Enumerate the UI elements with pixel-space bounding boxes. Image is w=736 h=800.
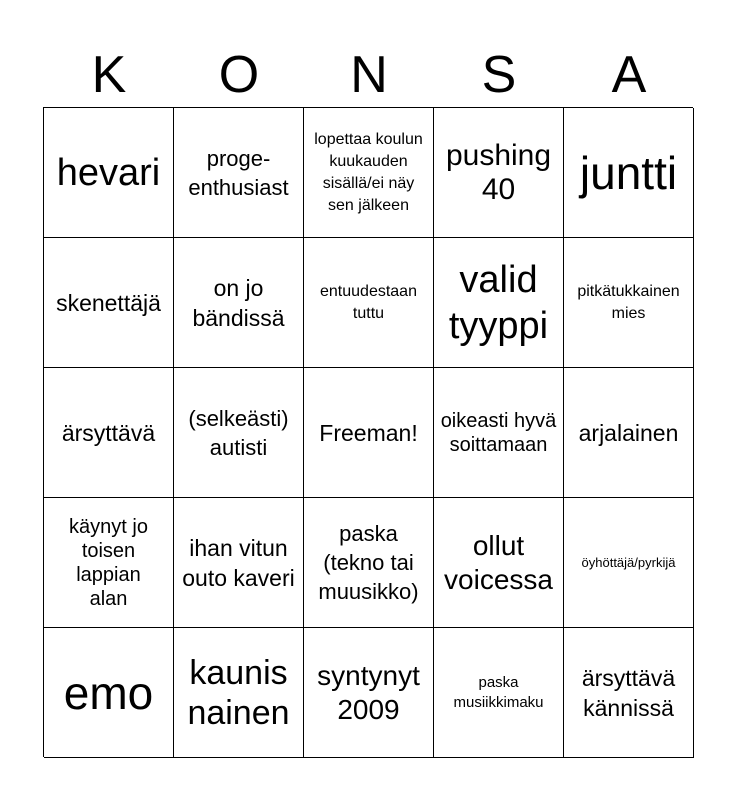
cell-text: ärsyttävä bbox=[61, 419, 156, 446]
bingo-cell[interactable] bbox=[304, 368, 434, 498]
bingo-cell[interactable] bbox=[564, 498, 694, 628]
header-letter-k: K bbox=[91, 46, 127, 104]
bingo-cell[interactable] bbox=[304, 238, 434, 368]
bingo-cell[interactable] bbox=[434, 628, 564, 758]
header-letter-o: O bbox=[218, 46, 260, 104]
cell-text: on jo bändissä bbox=[192, 274, 285, 331]
bingo-cell[interactable] bbox=[434, 238, 564, 368]
cell-text: juntti bbox=[579, 146, 678, 199]
bingo-cell[interactable] bbox=[174, 628, 304, 758]
bingo-cell[interactable] bbox=[44, 238, 174, 368]
cell-text: valid tyyppi bbox=[448, 258, 549, 347]
header-letter-a: A bbox=[611, 46, 647, 104]
cell-text: ollut voicessa bbox=[444, 529, 553, 595]
header-letter-s: S bbox=[481, 46, 517, 104]
bingo-header bbox=[44, 42, 694, 108]
bingo-cell[interactable] bbox=[304, 498, 434, 628]
cell-text: käynyt jo toisen lappian alan bbox=[69, 515, 148, 610]
cell-text: arjalainen bbox=[578, 419, 679, 446]
cell-text: syntynyt 2009 bbox=[317, 659, 420, 725]
bingo-cell[interactable] bbox=[434, 498, 564, 628]
cell-text: paska (tekno tai muusikko) bbox=[318, 521, 419, 604]
cell-text: paska musiikkimaku bbox=[453, 673, 544, 711]
cell-text: skenettäjä bbox=[56, 289, 161, 316]
bingo-cell[interactable] bbox=[564, 108, 694, 238]
bingo-grid bbox=[43, 107, 693, 757]
bingo-cell[interactable] bbox=[44, 628, 174, 758]
cell-text: (selkeästi) autisti bbox=[188, 405, 289, 460]
cell-text: hevari bbox=[56, 151, 161, 194]
cell-text: öyhöttäjä/pyrkijä bbox=[581, 555, 676, 570]
cell-text: emo bbox=[63, 666, 154, 719]
cell-text: pitkätukkainen mies bbox=[577, 282, 680, 322]
cell-text: oikeasti hyvä soittamaan bbox=[440, 409, 557, 456]
bingo-cell[interactable] bbox=[304, 108, 434, 238]
bingo-cell[interactable] bbox=[434, 368, 564, 498]
bingo-cell[interactable] bbox=[564, 238, 694, 368]
cell-text: pushing 40 bbox=[445, 138, 552, 206]
cell-text: Freeman! bbox=[319, 419, 418, 446]
cell-text: ihan vitun outo kaveri bbox=[182, 534, 295, 591]
bingo-cell[interactable] bbox=[44, 498, 174, 628]
bingo-cell[interactable] bbox=[174, 108, 304, 238]
bingo-cell[interactable] bbox=[174, 238, 304, 368]
header-letter-n: N bbox=[350, 46, 388, 104]
cell-text: entuudestaan tuttu bbox=[320, 282, 417, 322]
bingo-cell[interactable] bbox=[564, 368, 694, 498]
cell-text: ärsyttävä kännissä bbox=[581, 664, 676, 721]
bingo-cell[interactable] bbox=[174, 368, 304, 498]
bingo-cell[interactable] bbox=[304, 628, 434, 758]
bingo-cell[interactable] bbox=[434, 108, 564, 238]
cell-text: lopettaa koulun kuukauden sisällä/ei näy sen jälkeen bbox=[314, 130, 423, 214]
cell-text: kaunis nainen bbox=[187, 653, 290, 732]
bingo-cell[interactable] bbox=[44, 108, 174, 238]
bingo-cell[interactable] bbox=[44, 368, 174, 498]
cell-text: proge- enthusiast bbox=[188, 145, 289, 200]
bingo-cell[interactable] bbox=[174, 498, 304, 628]
bingo-cell[interactable] bbox=[564, 628, 694, 758]
